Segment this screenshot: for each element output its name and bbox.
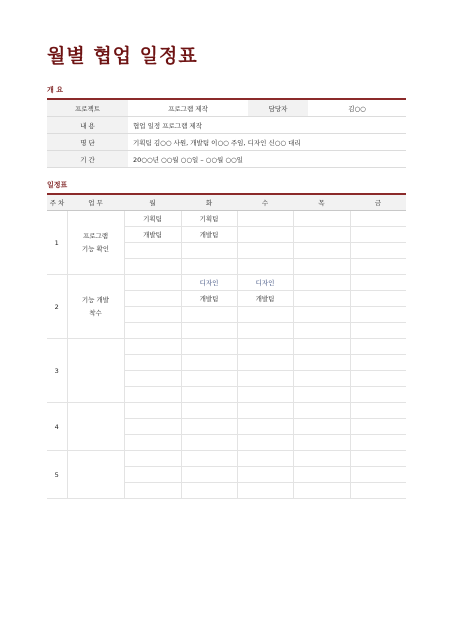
schedule-cell — [124, 243, 181, 259]
schedule-cell — [293, 259, 350, 275]
schedule-cell: 기획팀 — [181, 211, 237, 227]
schedule-cell — [350, 355, 406, 371]
schedule-cell — [181, 355, 237, 371]
schedule-cell — [293, 291, 350, 307]
schedule-cell — [293, 371, 350, 387]
schedule-cell — [293, 323, 350, 339]
project-label: 프로젝트 — [47, 99, 128, 117]
project-value: 프로그램 제작 — [128, 99, 248, 117]
period-label: 기 간 — [47, 151, 128, 168]
schedule-cell — [181, 323, 237, 339]
schedule-cell — [293, 435, 350, 451]
week-task: 기능 개발 착수 — [67, 275, 124, 339]
overview-heading: 개 요 — [47, 86, 63, 94]
schedule-cell — [237, 355, 293, 371]
schedule-cell — [350, 227, 406, 243]
overview-row-members — [47, 134, 406, 151]
schedule-cell — [181, 403, 237, 419]
week-task — [67, 451, 124, 499]
schedule-cell — [350, 387, 406, 403]
schedule-cell — [181, 339, 237, 355]
schedule-cell — [124, 323, 181, 339]
schedule-cell — [293, 355, 350, 371]
schedule-cell — [237, 435, 293, 451]
schedule-cell — [237, 339, 293, 355]
content-value: 협업 일정 프로그램 제작 — [128, 117, 406, 134]
schedule-cell — [350, 403, 406, 419]
schedule-cell — [350, 259, 406, 275]
overview-row-project — [47, 99, 406, 117]
schedule-cell — [181, 467, 237, 483]
week-task — [67, 339, 124, 403]
schedule-cell — [237, 323, 293, 339]
schedule-cell — [350, 275, 406, 291]
schedule-cell — [293, 243, 350, 259]
schedule-cell — [237, 371, 293, 387]
schedule-cell — [181, 259, 237, 275]
schedule-cell — [237, 467, 293, 483]
schedule-cell — [293, 467, 350, 483]
schedule-cell — [124, 403, 181, 419]
schedule-cell — [181, 371, 237, 387]
schedule-cell — [124, 259, 181, 275]
header-wed: 수 — [237, 194, 293, 211]
schedule-cell — [124, 419, 181, 435]
schedule-cell: 디자인 — [181, 275, 237, 291]
schedule-cell — [124, 387, 181, 403]
schedule-cell — [237, 227, 293, 243]
schedule-cell: 개발팀 — [124, 227, 181, 243]
schedule-cell — [350, 243, 406, 259]
header-fri: 금 — [350, 194, 406, 211]
schedule-cell — [124, 483, 181, 499]
table-row — [47, 275, 406, 291]
schedule-cell — [293, 275, 350, 291]
schedule-cell — [124, 307, 181, 323]
schedule-cell — [350, 467, 406, 483]
schedule-cell — [237, 259, 293, 275]
schedule-cell — [237, 451, 293, 467]
schedule-cell — [124, 435, 181, 451]
schedule-cell — [181, 243, 237, 259]
header-week: 주 차 — [47, 194, 67, 211]
schedule-cell — [181, 483, 237, 499]
schedule-cell — [293, 339, 350, 355]
schedule-cell — [350, 483, 406, 499]
week-number: 4 — [47, 403, 67, 451]
schedule-table — [47, 193, 406, 499]
header-mon: 월 — [124, 194, 181, 211]
schedule-cell — [293, 451, 350, 467]
schedule-cell — [350, 435, 406, 451]
schedule-cell — [124, 451, 181, 467]
schedule-cell — [181, 387, 237, 403]
schedule-cell — [350, 323, 406, 339]
overview-row-content — [47, 117, 406, 134]
schedule-cell — [124, 467, 181, 483]
schedule-cell — [181, 419, 237, 435]
schedule-cell — [350, 419, 406, 435]
period-value: 20○○년 ○○월 ○○일 – ○○월 ○○일 — [128, 151, 406, 168]
schedule-cell — [237, 387, 293, 403]
week-number: 3 — [47, 339, 67, 403]
content-label: 내 용 — [47, 117, 128, 134]
schedule-cell — [293, 403, 350, 419]
header-thu: 목 — [293, 194, 350, 211]
schedule-cell — [237, 243, 293, 259]
schedule-header-row — [47, 194, 406, 211]
schedule-cell — [350, 339, 406, 355]
schedule-cell — [124, 291, 181, 307]
schedule-cell — [237, 483, 293, 499]
schedule-cell — [237, 403, 293, 419]
schedule-cell: 개발팀 — [181, 291, 237, 307]
schedule-cell — [293, 307, 350, 323]
schedule-cell — [181, 307, 237, 323]
schedule-cell: 디자인 — [237, 275, 293, 291]
members-label: 명 단 — [47, 134, 128, 151]
schedule-cell — [124, 355, 181, 371]
week-number: 5 — [47, 451, 67, 499]
overview-table — [47, 98, 406, 168]
table-row — [47, 451, 406, 467]
week-number: 2 — [47, 275, 67, 339]
schedule-heading: 일정표 — [47, 181, 68, 189]
header-tue: 화 — [181, 194, 237, 211]
schedule-cell — [293, 419, 350, 435]
page-title: 월별 협업 일정표 — [47, 45, 198, 67]
week-task — [67, 403, 124, 451]
schedule-cell — [293, 387, 350, 403]
table-row — [47, 211, 406, 227]
schedule-cell — [124, 371, 181, 387]
schedule-cell — [350, 211, 406, 227]
schedule-cell: 기획팀 — [124, 211, 181, 227]
schedule-cell: 개발팀 — [237, 291, 293, 307]
schedule-cell: 개발팀 — [181, 227, 237, 243]
schedule-cell — [181, 435, 237, 451]
schedule-cell — [181, 451, 237, 467]
manager-label: 담당자 — [248, 99, 308, 117]
schedule-cell — [293, 483, 350, 499]
schedule-cell — [350, 307, 406, 323]
schedule-cell — [124, 339, 181, 355]
table-row — [47, 339, 406, 355]
manager-value: 김○○ — [308, 99, 406, 117]
overview-row-period — [47, 151, 406, 168]
header-task: 업 무 — [67, 194, 124, 211]
schedule-cell — [237, 419, 293, 435]
table-row — [47, 403, 406, 419]
members-value: 기획팀 김○○ 사원, 개발팀 이○○ 주임, 디자인 신○○ 대리 — [128, 134, 406, 151]
schedule-cell — [237, 307, 293, 323]
schedule-cell — [293, 227, 350, 243]
week-task: 프로그램 기능 확인 — [67, 211, 124, 275]
schedule-cell — [350, 451, 406, 467]
schedule-cell — [124, 275, 181, 291]
schedule-cell — [350, 291, 406, 307]
schedule-cell — [350, 371, 406, 387]
week-number: 1 — [47, 211, 67, 275]
schedule-cell — [237, 211, 293, 227]
schedule-cell — [293, 211, 350, 227]
